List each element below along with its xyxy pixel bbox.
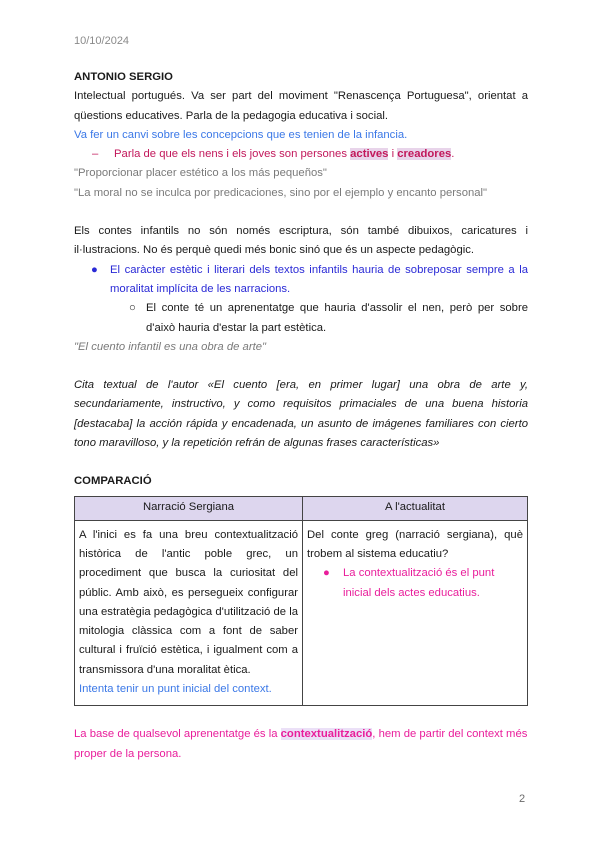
subbullet-text: El conte té un aprenentatge que hauria d'assolir el nen, però per sobre d'això hauria d'estar la part estètica. (146, 302, 528, 334)
highlight-creadores: creadores (397, 148, 452, 161)
actualitat-bullet (307, 564, 523, 603)
dash-mid: i (388, 148, 398, 161)
cita-textual: Cita textual de l'autor «El cuento [era, en primer lugar] una obra de arte y, secundariamente, instructivo, y como requisitos primaciales de una buena historia [destacaba] la acción rápida y encadenada, un asunto de imágenes familiares con cierto tono maravilloso, y la repetición refrán de algunas frases características» (74, 379, 528, 450)
quote-obra-de-arte: "El cuento infantil es una obra de arte" (74, 340, 267, 353)
comparison-table (74, 496, 528, 707)
highlight-contextualitzacio: contextualització (280, 728, 373, 741)
quote-moral: "La moral no se inculca por predicaciones, sino por el ejemplo y encanto personal" (74, 186, 488, 199)
bullet-item (74, 261, 528, 300)
table-header-actualitat: A l'actualitat (303, 496, 528, 520)
narracio-text: A l'inici es fa una breu contextualització històrica de l'antic poble grec, un procediment que busca la curiositat del públic. Amb això, es persegueix configurar una estratègia pedagògica d'utilització de la mitologia clàssica com a font de saber cultural i fruïció estètica, i igualment com a transmissora d'una moralitat ètica. (79, 528, 298, 676)
subbullet-item (74, 299, 528, 338)
conclusion-prefix: La base de qualsevol aprenentatge és la (74, 728, 281, 741)
dash-end: . (451, 148, 455, 161)
dash-item (74, 145, 528, 164)
bullet-circle-icon: ○ (129, 302, 136, 315)
highlight-actives: actives (350, 148, 389, 161)
blue-note: Va fer un canvi sobre les concepcions que es tenien de la infancia. (74, 128, 408, 141)
bullet-text: El caràcter estètic i literari dels textos infantils hauria de sobreposar sempre a la moralitat implícita de les narracions. (110, 263, 528, 295)
section-title: ANTONIO SERGIO (74, 71, 173, 83)
table-header-narracio: Narració Sergiana (75, 496, 303, 520)
page-date: 10/10/2024 (74, 35, 130, 47)
document-body (74, 68, 528, 764)
dash-text: Parla de que els nens i els joves son persones (114, 148, 351, 161)
table-cell-actualitat (303, 520, 528, 706)
conclusion-paragraph (74, 725, 528, 764)
conclusion-suffix: , hem de partir del context més proper de la persona. (74, 728, 528, 760)
quote-placer: "Proporcionar placer estético a los más pequeños" (74, 167, 327, 180)
table-cell-narracio (75, 520, 303, 706)
actualitat-question: Del conte greg (narració sergiana), què trobem al sistema educatiu? (307, 528, 523, 560)
comparacio-title: COMPARACIÓ (74, 475, 152, 488)
actualitat-bullet-text: La contextualització és el punt inicial dels actes educatius. (343, 567, 495, 599)
bullet-dot-icon: ● (323, 567, 330, 580)
narracio-note: Intenta tenir un punt inicial del context. (79, 683, 272, 696)
intro-paragraph: Intelectual portugués. Va ser part del moviment "Renascença Portuguesa", orientat a qüestions educatives. Parla de la pedagogia educativa i social. (74, 90, 528, 122)
dash-marker-icon: – (92, 148, 99, 161)
contes-paragraph: Els contes infantils no són només escriptura, són també dibuixos, caricatures i il·lustracions. No és perquè quedi més bonic sinó que és un aspecte pedagògic. (74, 225, 528, 257)
page-number: 2 (519, 793, 526, 805)
bullet-dot-icon: ● (91, 263, 98, 276)
